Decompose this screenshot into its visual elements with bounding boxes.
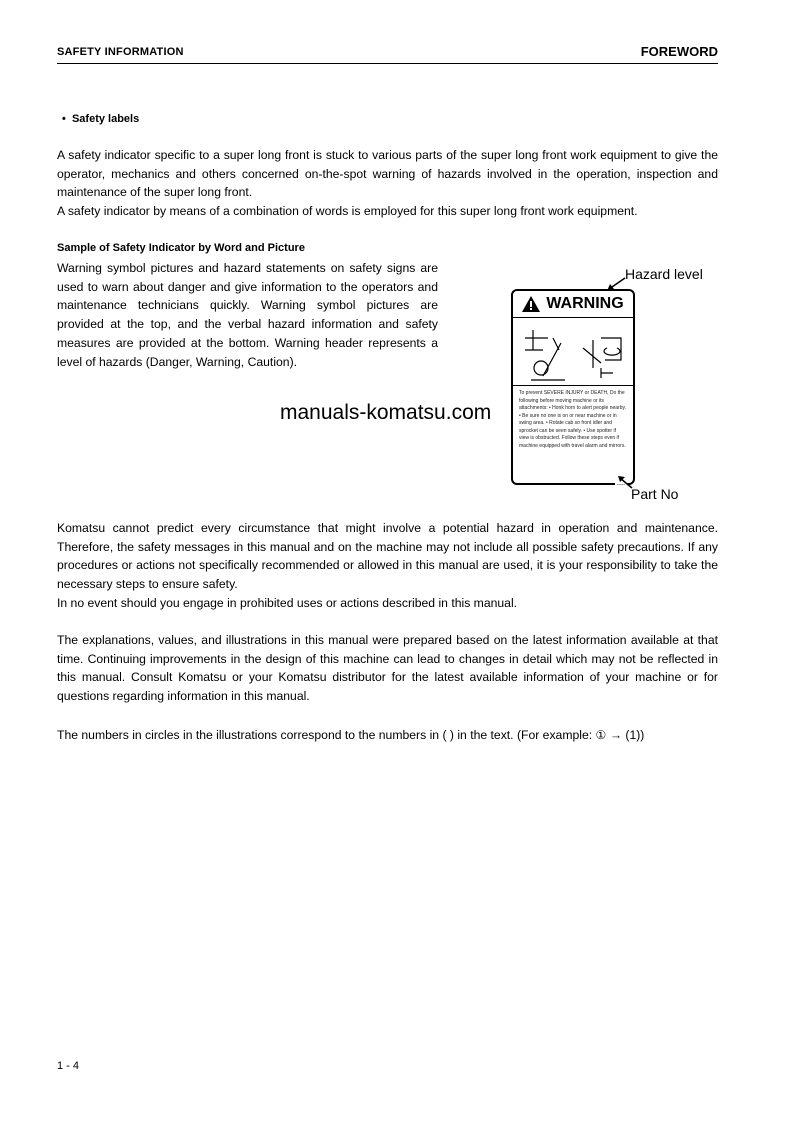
warning-label-sample <box>511 289 635 488</box>
sample-paragraph: Warning symbol pictures and hazard statements on safety signs are used to warn about danger and give information to the operators and maintenance technicians quickly. Warning symbol pictures are provided at the top, and the verbal hazard information and safety measures are provided at the bottom. Warning header represents a level of hazards (Danger, Warning, Caution). <box>57 261 438 369</box>
label-instructions: To prevent SEVERE INJURY or DEATH, Do the following before moving machine or its attachments: • Honk horn to alert people nearby. • Be sure no one is on or near machine or in swing area. • Rotate cab so front idler and sprocket can be seen safely. • Use spotter if view is obstructed. Follow these steps even if machine equipped with travel alarm and mirrors. <box>519 390 626 449</box>
circled-numbers-note: The numbers in circles in the illustrations correspond to the numbers in ( ) in the text. (For example: ① → (1)) <box>57 728 645 742</box>
watermark: manuals-komatsu.com <box>280 401 492 424</box>
header-rule <box>57 63 718 64</box>
crush-hazard-icon <box>513 318 629 385</box>
sample-heading: Sample of Safety Indicator by Word and Picture <box>57 242 305 254</box>
hazard-level-caption: Hazard level <box>625 266 703 282</box>
section-title: SAFETY INFORMATION <box>57 46 184 58</box>
page-number: 1 - 4 <box>57 1060 80 1072</box>
intro-paragraph-2: A safety indicator by means of a combination of words is employed for this super long front work equipment. <box>57 204 638 218</box>
safety-labels-heading: • Safety labels <box>62 113 140 125</box>
label-header <box>513 291 633 318</box>
prohibited-uses-line: In no event should you engage in prohibited uses or actions described in this manual. <box>57 596 518 610</box>
part-no-caption: Part No <box>631 486 679 502</box>
chapter-title: FOREWORD <box>640 44 718 59</box>
label-part-number: ----- <box>616 482 625 488</box>
label-header-text: WARNING <box>546 295 624 312</box>
warning-triangle-icon <box>522 296 540 312</box>
hazard-pictogram <box>513 318 633 386</box>
disclaimer-paragraph: Komatsu cannot predict every circumstance that might involve a potential hazard in operation and maintenance. Therefore, the safety messages in this manual and on the machine may not include all possible safety precautions. If any procedures or actions not specifically recommended or allowed in this manual are used, it is your responsibility to take the necessary steps to ensure safety. <box>57 521 718 592</box>
intro-paragraph: A safety indicator specific to a super long front is stuck to various parts of the super long front work equipment to give the operator, mechanics and others concerned on-the-spot warning of hazards involved in the operation, inspection and maintenance of the super long front. <box>57 148 718 200</box>
heading-text: Safety labels <box>71 113 140 125</box>
explanations-paragraph: The explanations, values, and illustrations in this manual were prepared based on the latest information available at that time. Continuing improvements in the design of this machine can lead to changes in detail which may not be reflected in this manual. Consult Komatsu or your Komatsu distributor for the latest available information of your machine or for questions regarding information in this manual. <box>57 633 718 704</box>
